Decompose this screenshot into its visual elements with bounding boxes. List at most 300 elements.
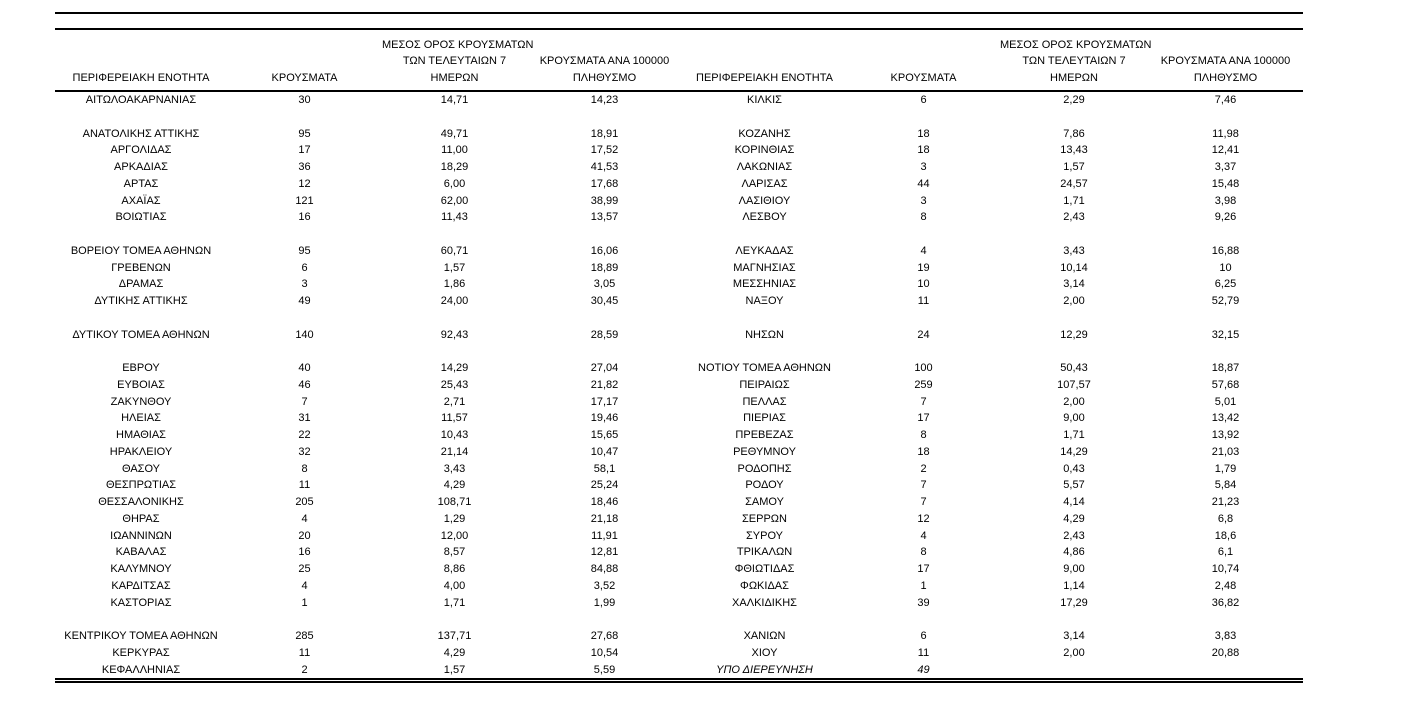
region-cell: ΠΕΙΡΑΙΩΣ — [739, 378, 790, 391]
cases-cell: 24 — [917, 328, 930, 341]
table-header — [55, 36, 1303, 91]
table-row — [55, 394, 1303, 411]
region-cell: ΤΡΙΚΑΛΩΝ — [736, 546, 793, 559]
per100k-cell: 20,88 — [1211, 646, 1240, 659]
cases-cell: 44 — [917, 177, 930, 190]
cases-cell: 11 — [917, 646, 930, 659]
per100k-cell: 10 — [1219, 261, 1232, 274]
per100k-cell — [527, 226, 682, 243]
per100k-cell: 1,79 — [1214, 462, 1237, 475]
table-row — [55, 176, 1303, 193]
table-row — [55, 260, 1303, 277]
region-cell: ΕΒΡΟΥ — [122, 362, 160, 374]
per100k-cell: 3,52 — [593, 579, 616, 592]
region-cell — [682, 109, 847, 126]
table-row — [55, 293, 1303, 310]
cases-cell — [227, 226, 382, 243]
region-cell: ΣΕΡΡΩΝ — [742, 512, 787, 525]
avg7-cell: 60,71 — [440, 244, 469, 257]
per100k-cell: 10,54 — [590, 646, 619, 659]
cases-cell: 8 — [301, 462, 308, 475]
header-region-right — [682, 36, 847, 91]
cases-cell — [227, 343, 382, 360]
table-row — [55, 243, 1303, 260]
per100k-cell — [1148, 109, 1303, 126]
region-cell: ΦΩΚΙΔΑΣ — [740, 579, 789, 592]
avg7-cell: 2,71 — [443, 395, 466, 408]
cases-cell: 22 — [298, 429, 311, 441]
per100k-cell: 57,68 — [1211, 378, 1240, 391]
header-avg7-line2: ΤΩΝ ΤΕΛΕΥΤΑΙΩΝ 7 — [1022, 55, 1126, 67]
region-cell: ΡΟΔΟΠΗΣ — [737, 462, 792, 475]
avg7-cell — [1000, 226, 1148, 243]
avg7-cell: 1,57 — [443, 261, 466, 274]
region-cell: ΚΑΛΥΜΝΟΥ — [110, 563, 172, 575]
avg7-cell: 14,29 — [440, 362, 469, 374]
per100k-cell: 6,25 — [1214, 278, 1237, 291]
avg7-cell: 14,29 — [1060, 445, 1088, 458]
avg7-cell: 5,57 — [1063, 479, 1085, 492]
per100k-cell — [1148, 611, 1303, 628]
avg7-cell: 2,00 — [1063, 646, 1085, 659]
avg7-cell: 1,57 — [1063, 161, 1085, 173]
avg7-cell: 3,43 — [443, 462, 466, 475]
region-cell: ΥΠΟ ΔΙΕΡΕΥΝΗΣΗ — [682, 662, 847, 681]
region-cell — [55, 611, 227, 628]
per100k-cell: 18,6 — [1214, 529, 1237, 542]
table-row — [55, 528, 1303, 545]
avg7-cell: 4,00 — [443, 579, 466, 592]
cases-cell: 17 — [298, 144, 311, 157]
avg7-cell: 1,57 — [382, 662, 527, 681]
per100k-cell: 7,46 — [1214, 94, 1237, 106]
per100k-cell — [527, 343, 682, 360]
per100k-cell: 11,91 — [591, 529, 618, 542]
per100k-cell: 13,42 — [1211, 412, 1240, 425]
cases-cell: 8 — [920, 429, 927, 441]
header-row — [55, 36, 1303, 91]
avg7-cell: 3,14 — [1063, 278, 1085, 291]
per100k-cell: 27,68 — [590, 630, 619, 642]
region-cell: ΚΕΝΤΡΙΚΟΥ ΤΟΜΕΑ ΑΘΗΝΩΝ — [64, 630, 218, 642]
region-cell: ΧΑΝΙΩΝ — [743, 630, 786, 642]
avg7-cell: 4,29 — [443, 646, 466, 659]
per100k-cell: 10,47 — [590, 445, 619, 458]
cases-cell: 140 — [295, 328, 314, 341]
cases-cell: 7 — [920, 479, 927, 492]
cases-cell: 8 — [920, 546, 927, 559]
region-cell: ΚΙΛΚΙΣ — [747, 94, 782, 106]
region-cell: ΘΕΣΣΑΛΟΝΙΚΗΣ — [98, 496, 184, 508]
cases-cell: 11 — [298, 479, 311, 492]
avg7-cell: 9,00 — [1063, 563, 1085, 575]
avg7-cell — [1000, 611, 1148, 628]
region-cell: ΡΕΘΥΜΝΟΥ — [733, 445, 796, 458]
cases-cell: 11 — [917, 295, 930, 307]
cases-cell — [847, 226, 1000, 243]
per100k-cell: 21,03 — [1211, 445, 1240, 458]
per100k-cell: 18,91 — [590, 127, 619, 140]
avg7-cell — [1000, 662, 1148, 681]
per100k-cell: 13,92 — [1211, 429, 1240, 441]
table-row — [55, 511, 1303, 528]
per100k-cell: 38,99 — [590, 194, 619, 207]
region-cell: ΔΥΤΙΚΗΣ ΑΤΤΙΚΗΣ — [94, 295, 188, 307]
region-cell: ΕΥΒΟΙΑΣ — [117, 378, 165, 391]
cases-cell: 6 — [920, 94, 927, 106]
cases-cell — [847, 310, 1000, 327]
header-avg7-line3: ΗΜΕΡΩΝ — [430, 71, 479, 84]
per100k-cell — [527, 310, 682, 327]
per100k-cell: 58,1 — [593, 462, 616, 475]
top-rule-lower — [55, 28, 1303, 30]
avg7-cell: 108,71 — [437, 496, 472, 508]
avg7-cell: 107,57 — [1057, 378, 1091, 391]
cases-cell: 19 — [917, 261, 930, 274]
cases-cell: 18 — [917, 127, 930, 140]
per100k-cell: 28,59 — [590, 328, 619, 341]
header-cases-left — [227, 36, 382, 91]
region-cell: ΚΕΡΚΥΡΑΣ — [112, 646, 170, 659]
cases-cell: 49 — [847, 662, 1000, 681]
region-cell: ΝΗΣΩΝ — [745, 328, 784, 341]
per100k-cell: 18,46 — [590, 496, 619, 508]
region-cell: ΧΑΛΚΙΔΙΚΗΣ — [732, 596, 797, 609]
per100k-cell: 5,84 — [1214, 479, 1237, 492]
cases-cell — [227, 310, 382, 327]
per100k-cell: 9,26 — [1214, 211, 1237, 224]
header-region-label: ΠΕΡΙΦΕΡΕΙΑΚΗ ΕΝΟΤΗΤΑ — [696, 71, 833, 84]
cases-cell: 16 — [298, 546, 311, 559]
table-body — [55, 91, 1303, 681]
per100k-cell: 12,41 — [1211, 144, 1240, 157]
region-cell: ΑΡΤΑΣ — [123, 177, 159, 190]
cases-cell: 18 — [917, 144, 930, 157]
cases-cell: 3 — [920, 161, 927, 173]
cases-cell: 10 — [917, 278, 930, 291]
avg7-cell — [1000, 109, 1148, 126]
table-row — [55, 360, 1303, 377]
region-cell: ΔΥΤΙΚΟΥ ΤΟΜΕΑ ΑΘΗΝΩΝ — [72, 328, 210, 341]
per100k-cell: 6,1 — [1217, 546, 1234, 559]
region-cell: ΜΕΣΣΗΝΙΑΣ — [732, 278, 797, 291]
header-per100k-right — [1148, 36, 1303, 91]
spacer-row — [55, 611, 1303, 628]
per100k-cell: 13,57 — [590, 211, 619, 224]
cases-cell: 36 — [298, 161, 311, 173]
per100k-cell: 17,68 — [590, 177, 619, 190]
avg7-cell: 2,00 — [1063, 395, 1085, 408]
region-cell: ΛΕΥΚΑΔΑΣ — [735, 244, 794, 257]
region-cell: ΗΛΕΙΑΣ — [121, 412, 161, 425]
spacer-row — [55, 343, 1303, 360]
region-cell — [55, 109, 227, 126]
avg7-cell: 8,86 — [443, 563, 466, 575]
per100k-cell: 3,37 — [1214, 161, 1237, 173]
cases-cell: 1 — [920, 579, 927, 592]
per100k-cell — [527, 109, 682, 126]
avg7-cell: 10,14 — [1060, 261, 1088, 274]
avg7-cell: 1,29 — [443, 512, 466, 525]
per100k-cell: 19,46 — [590, 412, 619, 425]
avg7-cell: 12,00 — [440, 529, 469, 542]
per100k-cell: 3,98 — [1214, 194, 1237, 207]
cases-cell: 39 — [917, 596, 930, 609]
region-cell — [682, 310, 847, 327]
cases-cell: 3 — [920, 194, 927, 207]
avg7-cell: 11,00 — [441, 144, 468, 157]
cases-cell: 20 — [298, 529, 311, 542]
region-cell: ΔΡΑΜΑΣ — [118, 278, 164, 291]
per100k-cell — [1148, 226, 1303, 243]
cases-cell — [227, 611, 382, 628]
cases-cell: 205 — [295, 496, 314, 508]
region-cell — [55, 226, 227, 243]
avg7-cell: 3,14 — [1063, 630, 1085, 642]
region-cell: ΑΧΑΪΑΣ — [121, 194, 161, 207]
regional-cases-table — [55, 36, 1303, 683]
region-cell — [682, 343, 847, 360]
header-avg7-right — [1000, 36, 1152, 91]
per100k-cell: 16,06 — [590, 244, 619, 257]
region-cell: ΛΑΣΙΘΙΟΥ — [738, 194, 791, 207]
per100k-cell: 15,48 — [1211, 177, 1240, 190]
header-per100k-line2: ΠΛΗΘΥΣΜΟ — [1193, 71, 1258, 84]
header-avg7-line3: ΗΜΕΡΩΝ — [1050, 71, 1098, 84]
avg7-cell: 24,57 — [1060, 177, 1088, 190]
region-cell: ΝΑΞΟΥ — [745, 295, 784, 307]
cases-cell: 100 — [914, 362, 933, 374]
per100k-cell: 5,01 — [1214, 395, 1237, 408]
cases-cell: 6 — [920, 630, 927, 642]
per100k-cell: 18,89 — [590, 261, 619, 274]
cases-cell: 259 — [914, 378, 933, 391]
avg7-cell: 1,71 — [443, 596, 466, 609]
header-avg7-line1: ΜΕΣΟΣ ΟΡΟΣ ΚΡΟΥΣΜΑΤΩΝ — [1000, 38, 1152, 51]
table-row — [55, 494, 1303, 511]
region-cell: ΒΟΡΕΙΟΥ ΤΟΜΕΑ ΑΘΗΝΩΝ — [70, 244, 212, 257]
header-per100k-line1: ΚΡΟΥΣΜΑΤΑ ΑΝΑ 100000 — [539, 55, 670, 67]
header-avg7-left — [382, 36, 534, 91]
cases-cell: 25 — [298, 563, 311, 575]
table-row — [55, 159, 1303, 176]
region-cell: ΦΘΙΩΤΙΔΑΣ — [734, 563, 795, 575]
region-cell: ΚΑΣΤΟΡΙΑΣ — [110, 596, 172, 609]
per100k-cell: 1,99 — [593, 596, 616, 609]
cases-cell: 6 — [301, 261, 308, 274]
avg7-cell: 4,29 — [443, 479, 466, 492]
table-row — [55, 444, 1303, 461]
avg7-cell: 1,14 — [1063, 579, 1085, 592]
cases-cell: 95 — [298, 127, 311, 140]
per100k-cell: 3,83 — [1214, 630, 1237, 642]
avg7-cell: 92,43 — [440, 328, 469, 341]
region-cell: ΗΡΑΚΛΕΙΟΥ — [109, 445, 173, 458]
cases-cell: 4 — [920, 244, 927, 257]
per100k-cell: 27,04 — [590, 362, 619, 374]
avg7-cell: 11,43 — [441, 211, 468, 224]
table-row — [55, 578, 1303, 595]
region-cell: ΑΝΑΤΟΛΙΚΗΣ ΑΤΤΙΚΗΣ — [82, 127, 200, 140]
avg7-cell — [382, 310, 527, 327]
region-cell: ΒΟΙΩΤΙΑΣ — [115, 211, 167, 224]
avg7-cell: 13,43 — [1060, 144, 1088, 157]
per100k-cell: 2,48 — [1214, 579, 1237, 592]
region-cell: ΙΩΑΝΝΙΝΩΝ — [110, 529, 172, 542]
table-row — [55, 142, 1303, 159]
table-row — [55, 427, 1303, 444]
avg7-cell: 2,00 — [1063, 295, 1085, 307]
avg7-cell: 12,29 — [1060, 328, 1088, 341]
avg7-cell: 0,43 — [1063, 462, 1085, 475]
header-cases-right — [847, 36, 1000, 91]
avg7-cell: 1,86 — [443, 278, 466, 291]
header-region-label: ΠΕΡΙΦΕΡΕΙΑΚΗ ΕΝΟΤΗΤΑ — [72, 71, 210, 84]
region-cell — [55, 310, 227, 327]
region-cell: ΡΟΔΟΥ — [745, 479, 784, 492]
per100k-cell: 17,17 — [590, 395, 619, 408]
per100k-cell: 11,98 — [1212, 127, 1239, 140]
region-cell: ΖΑΚΥΝΘΟΥ — [110, 395, 172, 408]
per100k-cell: 16,88 — [1211, 244, 1240, 257]
per100k-cell: 12,81 — [590, 546, 619, 559]
avg7-cell: 49,71 — [440, 127, 469, 140]
avg7-cell: 14,71 — [440, 94, 469, 106]
region-cell: ΣΑΜΟΥ — [745, 496, 784, 508]
per100k-cell: 6,8 — [1217, 512, 1234, 525]
header-cases-label: ΚΡΟΥΣΜΑΤΑ — [271, 71, 338, 84]
region-cell: ΚΕΦΑΛΛΗΝΙΑΣ — [55, 662, 227, 681]
avg7-cell: 8,57 — [443, 546, 466, 559]
avg7-cell: 1,71 — [1063, 429, 1085, 441]
cases-cell — [227, 109, 382, 126]
avg7-cell: 18,29 — [440, 161, 469, 173]
avg7-cell: 7,86 — [1063, 127, 1085, 140]
per100k-cell: 21,23 — [1211, 496, 1240, 508]
table-row — [55, 410, 1303, 427]
cases-cell: 46 — [298, 378, 311, 391]
table-row — [55, 628, 1303, 645]
avg7-cell: 1,71 — [1063, 194, 1085, 207]
cases-cell: 2 — [920, 462, 927, 475]
per100k-cell: 15,65 — [590, 429, 619, 441]
per100k-cell: 10,74 — [1211, 563, 1240, 575]
cases-cell: 12 — [917, 512, 930, 525]
avg7-cell: 2,43 — [1063, 529, 1085, 542]
region-cell — [682, 226, 847, 243]
table-row — [55, 209, 1303, 226]
per100k-cell: 30,45 — [590, 295, 619, 307]
per100k-cell: 52,79 — [1211, 295, 1240, 307]
table-row — [55, 193, 1303, 210]
avg7-cell — [1000, 310, 1148, 327]
per100k-cell — [527, 611, 682, 628]
table-row — [55, 544, 1303, 561]
per100k-cell — [1148, 343, 1303, 360]
region-cell: ΝΟΤΙΟΥ ΤΟΜΕΑ ΑΘΗΝΩΝ — [698, 362, 831, 374]
cases-cell: 11 — [298, 646, 311, 659]
cases-cell: 31 — [298, 412, 311, 425]
avg7-cell: 62,00 — [440, 194, 469, 207]
per100k-cell: 36,82 — [1211, 596, 1240, 609]
per100k-cell: 84,88 — [590, 563, 619, 575]
per100k-cell: 18,87 — [1211, 362, 1240, 374]
cases-cell: 17 — [917, 563, 930, 575]
region-cell: ΠΕΛΛΑΣ — [742, 395, 787, 408]
cases-cell: 32 — [298, 445, 311, 458]
cases-cell: 40 — [298, 362, 311, 374]
per100k-cell: 21,18 — [590, 512, 619, 525]
cases-cell: 121 — [295, 194, 314, 207]
table-row — [55, 561, 1303, 578]
per100k-cell: 3,05 — [593, 278, 616, 291]
region-cell: ΚΑΒΑΛΑΣ — [115, 546, 167, 559]
region-cell: ΜΑΓΝΗΣΙΑΣ — [733, 261, 796, 274]
cases-cell: 49 — [298, 295, 311, 307]
cases-cell: 2 — [227, 662, 382, 681]
header-region-left — [55, 36, 227, 91]
region-cell — [682, 611, 847, 628]
cases-cell: 4 — [301, 512, 308, 525]
per100k-cell: 32,15 — [1211, 328, 1240, 341]
cases-cell: 4 — [920, 529, 927, 542]
cases-cell: 18 — [917, 445, 930, 458]
table-row — [55, 477, 1303, 494]
header-avg7-line1: ΜΕΣΟΣ ΟΡΟΣ ΚΡΟΥΣΜΑΤΩΝ — [382, 38, 534, 51]
table-row — [55, 662, 1303, 681]
cases-cell: 285 — [295, 630, 314, 642]
avg7-cell — [1000, 343, 1148, 360]
avg7-cell: 2,43 — [1063, 211, 1085, 224]
region-cell: ΛΑΚΩΝΙΑΣ — [736, 161, 793, 173]
region-cell: ΛΕΣΒΟΥ — [742, 211, 787, 224]
spacer-row — [55, 226, 1303, 243]
cases-cell — [847, 611, 1000, 628]
table-row — [55, 91, 1303, 109]
top-rule-upper — [55, 12, 1303, 14]
region-cell: ΓΡΕΒΕΝΩΝ — [111, 261, 171, 274]
region-cell: ΠΡΕΒΕΖΑΣ — [735, 429, 794, 441]
per100k-cell: 41,53 — [590, 161, 619, 173]
avg7-cell: 17,29 — [1060, 596, 1088, 609]
cases-cell: 7 — [920, 496, 927, 508]
spacer-row — [55, 109, 1303, 126]
region-cell: ΘΗΡΑΣ — [122, 512, 160, 525]
table-row — [55, 377, 1303, 394]
region-cell: ΧΙΟΥ — [751, 646, 778, 659]
avg7-cell: 4,14 — [1063, 496, 1085, 508]
avg7-cell: 4,29 — [1063, 512, 1085, 525]
avg7-cell — [382, 611, 527, 628]
region-cell: ΠΙΕΡΙΑΣ — [743, 412, 786, 425]
header-avg7-line2: ΤΩΝ ΤΕΛΕΥΤΑΙΩΝ 7 — [402, 55, 507, 67]
table-row — [55, 645, 1303, 662]
per100k-cell: 21,82 — [590, 378, 619, 391]
avg7-cell: 21,14 — [440, 445, 469, 458]
avg7-cell — [382, 109, 527, 126]
per100k-cell — [1148, 310, 1303, 327]
avg7-cell: 4,86 — [1063, 546, 1085, 559]
cases-cell — [847, 109, 1000, 126]
region-cell: ΚΟΖΑΝΗΣ — [738, 127, 791, 140]
cases-cell: 7 — [920, 395, 927, 408]
header-per100k-left — [527, 36, 682, 91]
per100k-cell: 5,59 — [527, 662, 682, 681]
cases-cell: 30 — [298, 94, 311, 106]
region-cell: ΘΕΣΠΡΩΤΙΑΣ — [105, 479, 177, 492]
table-row — [55, 461, 1303, 478]
table-row — [55, 276, 1303, 293]
